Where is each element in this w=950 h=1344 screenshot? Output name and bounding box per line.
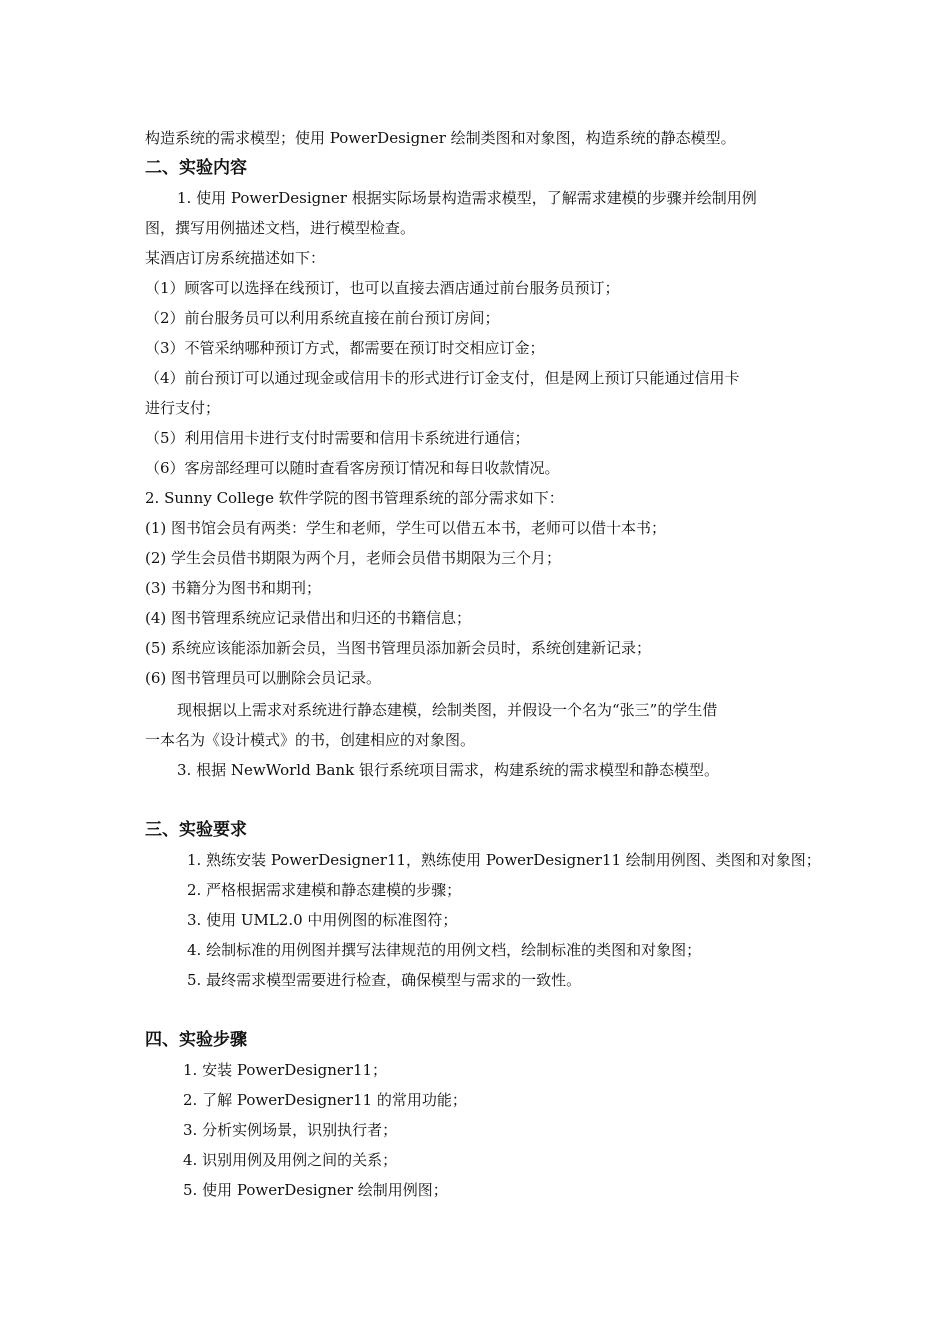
hotel-item: （4）前台预订可以通过现金或信用卡的形式进行订金支付，但是网上预订只能通过信用卡 — [145, 369, 740, 387]
hotel-item: 进行支付； — [145, 399, 221, 417]
hotel-item: （1）顾客可以选择在线预订，也可以直接去酒店通过前台服务员预订； — [145, 279, 620, 297]
hotel-item: （5）利用信用卡进行支付时需要和信用卡系统进行通信； — [145, 429, 530, 447]
section-heading-content: 二、实验内容 — [145, 158, 247, 178]
section-heading-requirements: 三、实验要求 — [145, 820, 247, 840]
library-item: (5) 系统应该能添加新会员，当图书管理员添加新会员时，系统创建新记录； — [145, 639, 652, 657]
section-heading-steps: 四、实验步骤 — [145, 1030, 247, 1050]
library-item: (6) 图书管理员可以删除会员记录。 — [145, 669, 382, 687]
library-item: (4) 图书管理系统应记录借出和归还的书籍信息； — [145, 609, 472, 627]
requirement-item: 3. 使用 UML2.0 中用例图的标准图符； — [187, 911, 458, 929]
hotel-item: （6）客房部经理可以随时查看客房预订情况和每日收款情况。 — [145, 459, 560, 477]
step-item: 1. 安装 PowerDesigner11； — [183, 1061, 388, 1079]
step-item: 2. 了解 PowerDesigner11 的常用功能； — [183, 1091, 467, 1109]
step-item: 4. 识别用例及用例之间的关系； — [183, 1151, 398, 1169]
requirement-item: 1. 熟练安装 PowerDesigner11，熟练使用 PowerDesigner11 绘制用例图、类图和对象图； — [187, 851, 821, 869]
task-line-1: 现根据以上需求对系统进行静态建模，绘制类图，并假设一个名为“张三”的学生借 — [177, 701, 718, 719]
step-item: 5. 使用 PowerDesigner 绘制用例图； — [183, 1181, 448, 1199]
library-item: (3) 书籍分为图书和期刊； — [145, 579, 322, 597]
hotel-intro: 某酒店订房系统描述如下： — [145, 249, 326, 267]
requirement-item: 4. 绘制标准的用例图并撰写法律规范的用例文档，绘制标准的类图和对象图； — [187, 941, 702, 959]
content-item-1-line-2: 图，撰写用例描述文档，进行模型检查。 — [145, 219, 416, 237]
hotel-item: （3）不管采纳哪种预订方式，都需要在预订时交相应订金； — [145, 339, 545, 357]
intro-line: 构造系统的需求模型；使用 PowerDesigner 绘制类图和对象图，构造系统的静态模型。 — [145, 129, 736, 147]
library-item: (2) 学生会员借书期限为两个月，老师会员借书期限为三个月； — [145, 549, 562, 567]
library-item: (1) 图书馆会员有两类：学生和老师，学生可以借五本书，老师可以借十本书； — [145, 519, 667, 537]
content-item-3: 3. 根据 NewWorld Bank 银行系统项目需求，构建系统的需求模型和静态模型。 — [177, 761, 719, 779]
requirement-item: 2. 严格根据需求建模和静态建模的步骤； — [187, 881, 462, 899]
step-item: 3. 分析实例场景，识别执行者； — [183, 1121, 398, 1139]
requirement-item: 5. 最终需求模型需要进行检查，确保模型与需求的一致性。 — [187, 971, 582, 989]
task-line-2: 一本名为《设计模式》的书，创建相应的对象图。 — [145, 731, 476, 749]
content-item-1-line-1: 1. 使用 PowerDesigner 根据实际场景构造需求模型，了解需求建模的步骤并绘制用例 — [177, 189, 757, 207]
library-intro: 2. Sunny College 软件学院的图书管理系统的部分需求如下： — [145, 489, 564, 507]
hotel-item: （2）前台服务员可以利用系统直接在前台预订房间； — [145, 309, 500, 327]
